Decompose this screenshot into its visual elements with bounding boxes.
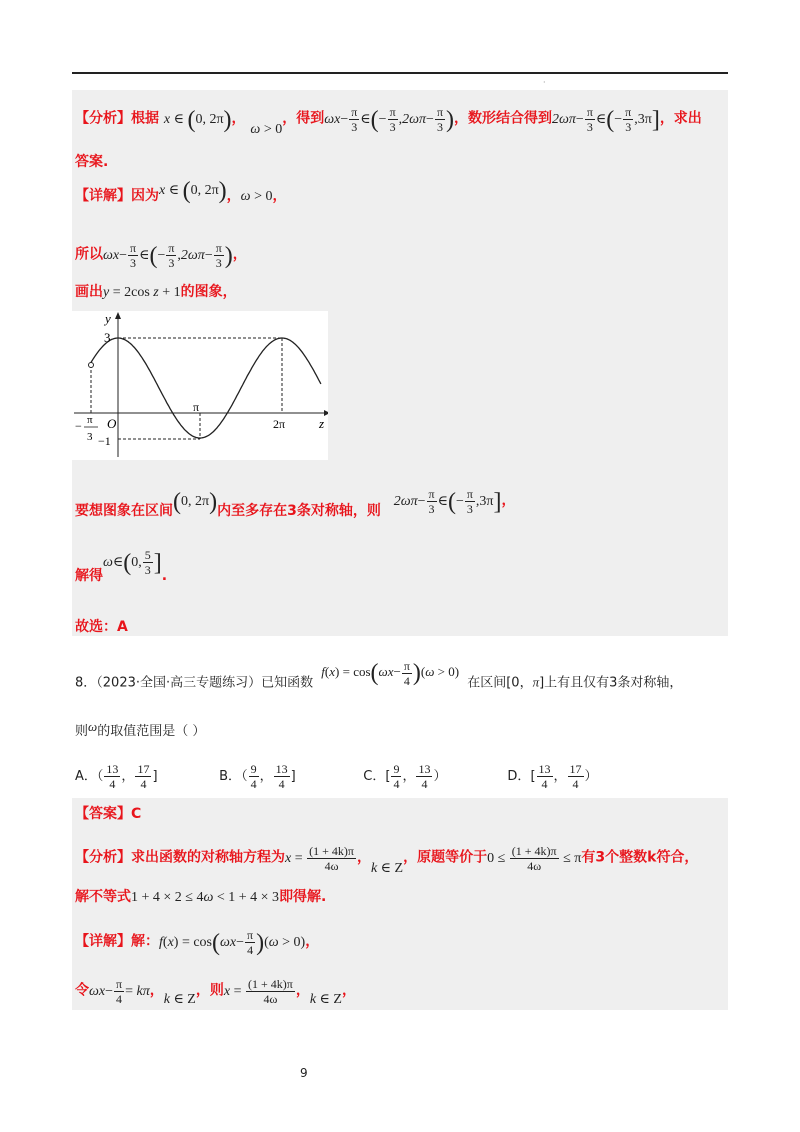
text: ]上有且仅有3条对称轴， <box>539 675 683 691</box>
label-y: y <box>105 311 111 326</box>
text: A． <box>75 769 97 784</box>
math-k-int-2: k ∈ Z <box>163 991 196 1007</box>
label-2pi: 2π <box>273 417 286 431</box>
text: 【分析】 <box>75 849 131 866</box>
text: 4 <box>250 777 257 791</box>
text: ， <box>259 769 273 784</box>
q7-detail-line3 <box>75 282 237 303</box>
text: C <box>131 806 142 822</box>
text: 得到 <box>296 110 325 127</box>
open-endpoint <box>89 363 94 368</box>
q7-choice: 故选：A <box>75 619 128 635</box>
q7-analysis-line1: 【分析】根据 x ∈ (0, 2π)， ω > 0，得到ωx− $\frac{\pi}{3}$ ∈(− $\frac{\pi}{3}$ ,2ωπ− $\frac{\pi}{3}$ )，数形结合得到2ωπ− $\frac{\pi}{3}$ ∈(− $\frac{\pi}{3}$ ,3π]，求出 <box>75 105 702 137</box>
math-phase-range: ωx− $\frac{\pi}{3}$ ∈(− $\frac{\pi}{3}$ ,2ωπ− $\frac{\pi}{3}$ ) <box>324 105 455 134</box>
header-mark: · <box>543 78 546 87</box>
label-neg-pi: π <box>87 414 93 426</box>
text: 的图象， <box>180 284 237 300</box>
text: ， <box>356 849 371 866</box>
math-k-int: k ∈ Z <box>370 860 404 876</box>
text: 9 <box>393 762 400 776</box>
q8-stem-line1 <box>75 659 683 698</box>
text: 3 <box>287 502 297 519</box>
text: ，求出 <box>659 110 702 127</box>
text: ， <box>226 188 241 204</box>
text: 4 <box>109 777 116 791</box>
label-z: z <box>319 416 325 431</box>
text: ， <box>305 933 320 950</box>
math-f-def: f(x) = cos(ωx− $\frac{\pi}{4}$ )(ω > 0) <box>321 659 460 688</box>
text: 4 <box>393 777 400 791</box>
page-number: 9 <box>300 1066 308 1080</box>
math-k-int-3: k ∈ Z <box>309 991 342 1007</box>
math-x-in-interval-2: x ∈ (0, 2π) <box>159 177 227 204</box>
math-inequality: 1 + 4 × 2 ≤ 4ω < 1 + 4 × 3 <box>131 890 280 905</box>
text: 3 <box>595 849 606 866</box>
text: [ <box>385 769 391 784</box>
text: 则 <box>75 724 89 739</box>
text: ， <box>295 982 310 999</box>
text: 17 <box>569 762 582 776</box>
q7-detail-line2 <box>75 241 247 270</box>
text: k <box>647 849 657 866</box>
math-axis-eq-2: x = $\frac{(1 + 4k)\pi}{4\omega}$ <box>223 977 293 1006</box>
text: 画出 <box>75 284 103 300</box>
text: （ <box>96 769 104 784</box>
text: ， <box>149 982 164 999</box>
text: ， <box>121 769 135 784</box>
text: 符合， <box>656 849 699 866</box>
math-upper-bound-2: 2ωπ− $\frac{\pi}{3}$ ∈(− $\frac{\pi}{3}$ ,3π] <box>393 487 502 516</box>
q8-answer <box>75 804 141 824</box>
text: 令 <box>75 982 89 999</box>
text: ，数形结合得到 <box>454 110 553 127</box>
text: 13 <box>275 762 288 776</box>
text: 4 <box>278 777 285 791</box>
math-omega: ω <box>88 719 98 734</box>
text: ， <box>231 110 246 127</box>
cosine-graph <box>72 311 328 460</box>
option-c[interactable] <box>363 762 503 791</box>
math-axis-eq: x = $\frac{(1 + 4k)\pi}{4\omega}$ <box>285 844 354 873</box>
text: ） <box>433 769 447 784</box>
q8-detail-line2 <box>75 977 356 1006</box>
text: 8． <box>75 675 97 691</box>
text: 条对称轴，则 <box>296 502 381 519</box>
text: 解得 <box>75 567 103 584</box>
text: 13 <box>106 762 119 776</box>
text: 13 <box>418 762 431 776</box>
math-x-in-interval: x ∈ (0, 2π) <box>163 106 232 133</box>
q8-detail-line1 <box>75 928 319 957</box>
text: . <box>161 567 168 584</box>
text: 4 <box>572 777 579 791</box>
text: 9 <box>250 762 257 776</box>
header-rule <box>72 72 728 74</box>
text: 所以 <box>75 246 103 263</box>
text: 4 <box>541 777 548 791</box>
text: （ <box>241 769 248 784</box>
text: 因为 <box>131 188 159 204</box>
text: ， <box>553 769 567 784</box>
text: ，则 <box>195 982 224 999</box>
text: ， <box>341 982 356 999</box>
text: 有 <box>581 849 596 866</box>
label-pi: π <box>193 400 200 414</box>
q8-analysis-line2 <box>75 887 326 908</box>
math-equiv: 0 ≤ $\frac{(1 + 4k)\pi}{4\omega}$ ≤ π <box>487 844 582 873</box>
y-axis-arrow <box>115 312 121 319</box>
text: 解不等式 <box>75 889 131 905</box>
label-3: 3 <box>104 330 111 345</box>
text: ] <box>152 769 158 784</box>
math-omega-result: ω∈(0, $\frac{5}{3}$ ] <box>103 548 162 577</box>
text: ） <box>584 769 598 784</box>
text: ， <box>272 188 287 204</box>
text: 在区间[0， <box>467 675 533 691</box>
math-phase-range-2: ωx− $\frac{\pi}{3}$ ∈(− $\frac{\pi}{3}$ ,2ωπ− $\frac{\pi}{3}$ ) <box>103 241 233 270</box>
text: 根据 <box>131 110 159 127</box>
text: 4 <box>140 777 147 791</box>
text: 要想图象在区间 <box>75 502 173 519</box>
option-a[interactable] <box>75 762 215 791</box>
math-open-interval: (0, 2π) <box>173 488 218 515</box>
text: ， <box>402 769 416 784</box>
math-omega-positive: ω > 0 <box>250 121 283 137</box>
text: 个整数 <box>605 849 648 866</box>
text: D． <box>507 769 531 784</box>
option-b[interactable] <box>219 762 359 791</box>
q8-stem-line2 <box>75 721 205 742</box>
text: C． <box>363 769 386 784</box>
label-minus1: −1 <box>98 434 111 448</box>
text: [ <box>530 769 536 784</box>
text: ] <box>290 769 296 784</box>
text: 【详解】 <box>75 933 131 950</box>
cosine-curve <box>91 338 321 438</box>
analysis-label: 【分析】 <box>75 110 131 127</box>
text: 求出函数的对称轴方程为 <box>131 849 285 866</box>
text: ，原题等价于 <box>403 849 488 866</box>
q7-detail-line4 <box>75 487 516 519</box>
text: ， <box>501 492 516 509</box>
text: 【答案】 <box>75 806 131 822</box>
text: 即得解. <box>279 889 327 905</box>
label-neg: − <box>75 419 82 433</box>
label-origin: O <box>107 416 117 431</box>
math-f-def-2: f(x) = cos(ωx− $\frac{\pi}{4}$ )(ω > 0) <box>159 928 306 957</box>
math-function-def: y = 2cos z + 1 <box>103 285 181 300</box>
text: ， <box>232 246 247 263</box>
text: 的取值范围是（ ） <box>97 724 206 739</box>
text: B． <box>219 769 242 784</box>
text: 内至多存在 <box>217 502 288 519</box>
text: 4 <box>421 777 428 791</box>
q7-analysis-line2: 答案. <box>75 154 109 170</box>
label-neg-3: 3 <box>87 431 93 443</box>
q7-detail-line5 <box>75 548 168 584</box>
q7-detail-line1 <box>75 177 287 207</box>
text: （2023·全国·高三专题练习）已知函数 <box>96 675 314 691</box>
q8-analysis-line1 <box>75 844 699 876</box>
cosine-graph-svg <box>72 311 328 460</box>
math-let-eq: ωx− $\frac{\pi}{4}$ = kπ <box>89 977 150 1006</box>
math-upper-bound: 2ωπ− $\frac{\pi}{3}$ ∈(− $\frac{\pi}{3}$ ,3π] <box>552 105 660 134</box>
q8-options <box>75 762 647 791</box>
text: 【详解】 <box>75 188 131 204</box>
text: 解： <box>131 933 159 950</box>
math-pi: π <box>532 674 540 690</box>
math-omega-positive-2: ω > 0 <box>240 189 273 204</box>
option-d[interactable] <box>507 762 647 791</box>
text: 13 <box>538 762 551 776</box>
z-axis-arrow <box>324 410 328 416</box>
text: 17 <box>137 762 150 776</box>
